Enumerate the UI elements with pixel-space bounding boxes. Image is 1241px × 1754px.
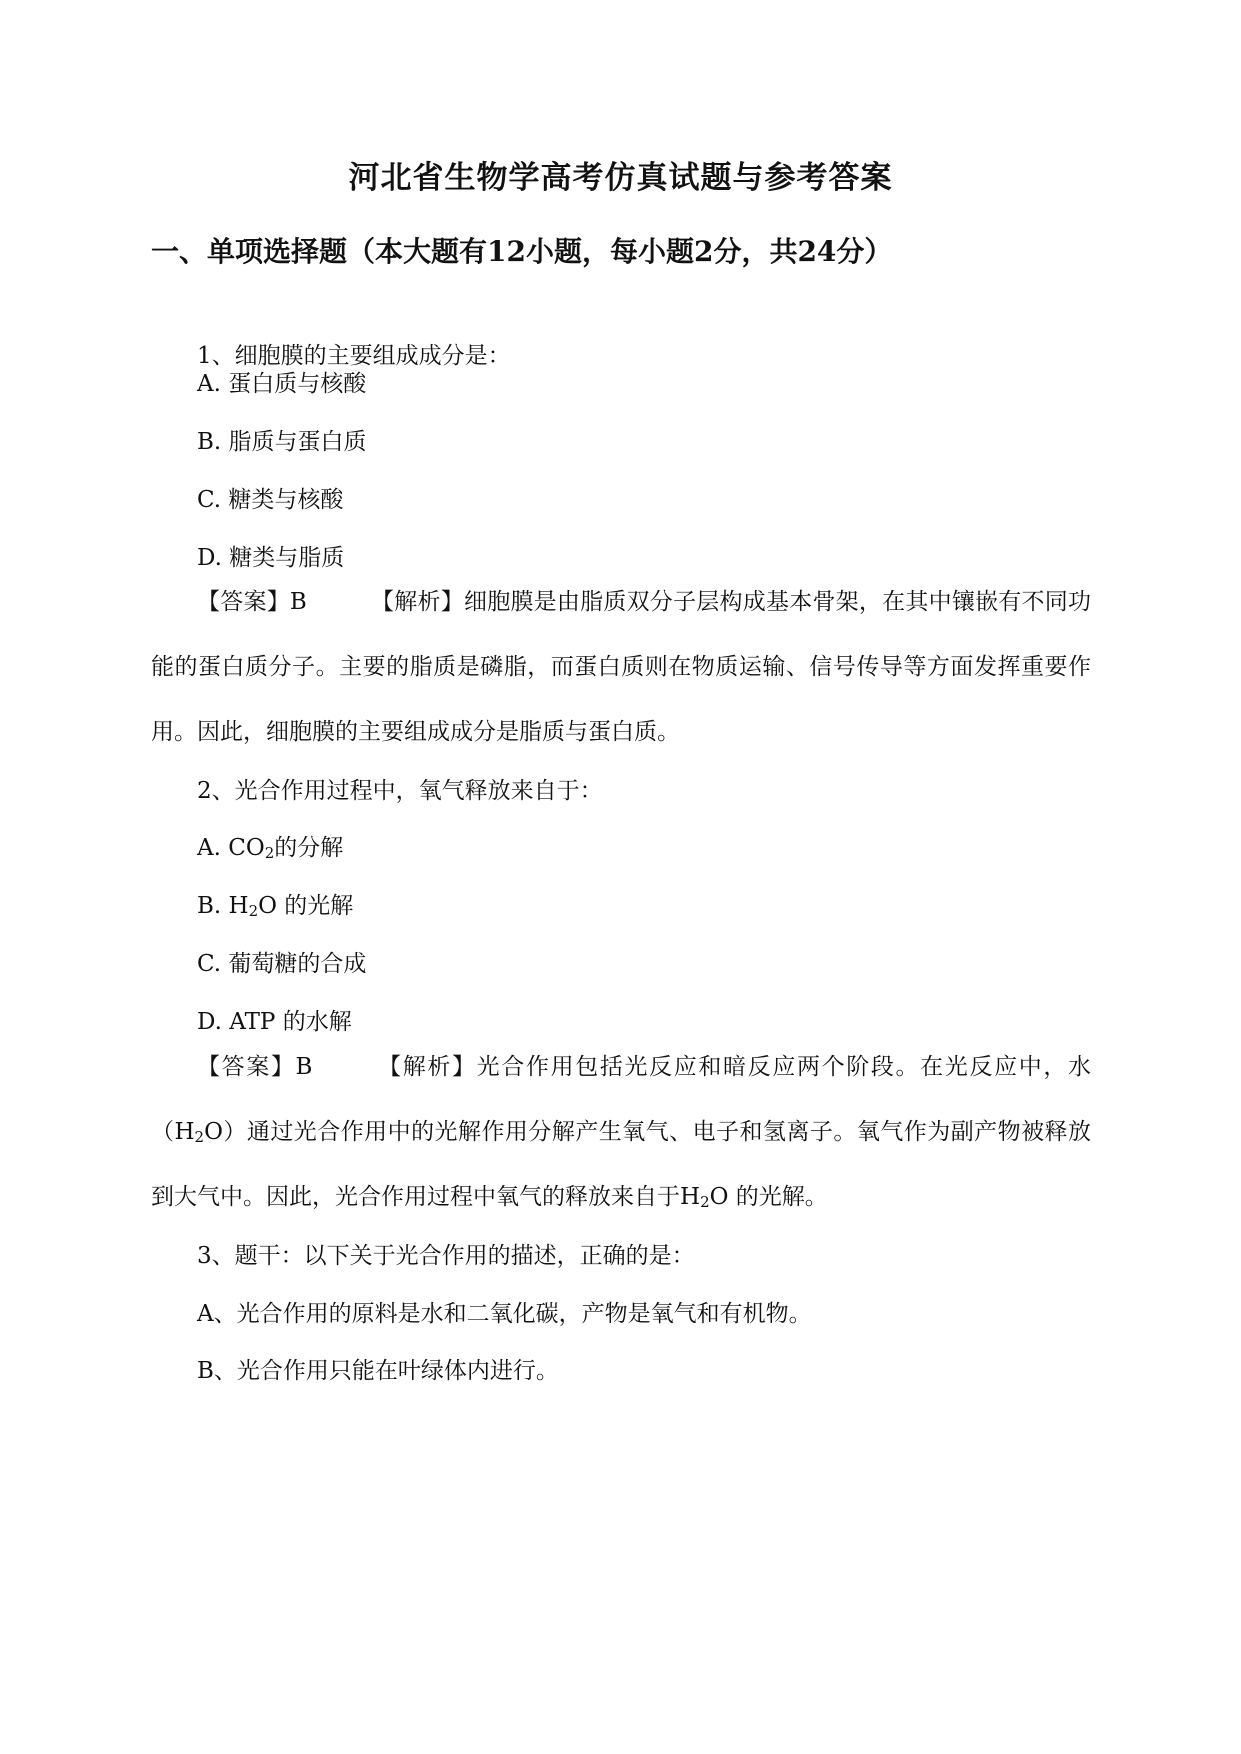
question-1-answer: 【答案】B [197, 589, 307, 615]
question-1-option-c: C. 糖类与核酸 [197, 487, 344, 513]
question-2-analysis: 【解析】光合作用包括光反应和暗反应两个阶段。在光反应中，水$(H_2O)$通过光合作用中的光解作用分解产生氧气、电子和氢离子。氧气作为副产物被释放到大气中。因此，光合作用过程中氧气的释放来自于$H_2O$ 的光解。 [151, 1054, 1092, 1211]
question-1-answer-block [151, 570, 1091, 765]
question-3-stem: 3、题干：以下关于光合作用的描述，正确的是： [197, 1243, 695, 1269]
question-2-option-a: A. $CO_2$的分解 [197, 835, 344, 862]
question-1-stem: 1、细胞膜的主要组成成分是： [197, 343, 511, 369]
section-heading: 一、单项选择题（本大题有12小题，每小题2分，共24分） [151, 235, 893, 268]
question-1-option-a: A. 蛋白质与核酸 [197, 371, 367, 397]
question-1-option-d: D. 糖类与脂质 [197, 545, 345, 571]
question-3-option-a: A、光合作用的原料是水和二氧化碳，产物是氧气和有机物。 [197, 1301, 812, 1327]
question-2-option-b: B. $H_2O$ 的光解 [197, 893, 354, 920]
question-2-option-c: C. 葡萄糖的合成 [197, 951, 367, 977]
question-1-option-b: B. 脂质与蛋白质 [197, 429, 367, 455]
question-2-option-d: D. ATP 的水解 [197, 1009, 352, 1035]
question-3-option-b: B、光合作用只能在叶绿体内进行。 [197, 1358, 559, 1384]
question-2-answer: 【答案】B [197, 1054, 313, 1080]
question-2-answer-block [151, 1035, 1091, 1230]
question-2-stem: 2、光合作用过程中，氧气释放来自于： [197, 778, 603, 804]
page-title: 河北省生物学高考仿真试题与参考答案 [348, 160, 893, 196]
question-1-analysis: 【解析】细胞膜是由脂质双分子层构成基本骨架，在其中镶嵌有不同功能的蛋白质分子。主要的脂质是磷脂，而蛋白质则在物质运输、信号传导等方面发挥重要作用。因此，细胞膜的主要组成成分是脂质与蛋白质。 [151, 589, 1091, 745]
